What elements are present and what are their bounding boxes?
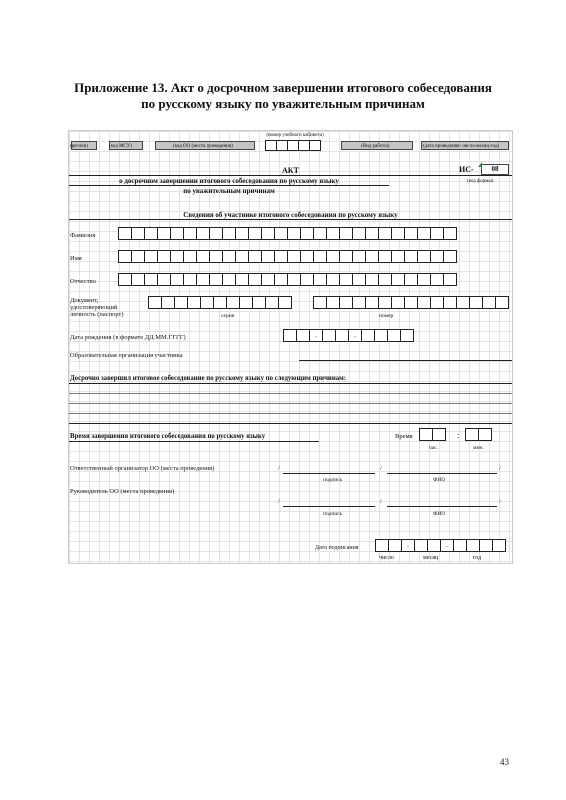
number-cell: [482, 296, 496, 309]
patronymic-cell: [326, 273, 340, 286]
name-cell: [378, 250, 392, 263]
birth-month-cell: [335, 329, 349, 342]
number-cell: [443, 296, 457, 309]
act-title: АКТ: [282, 166, 299, 175]
reasons-line[interactable]: [69, 413, 512, 414]
name-cell: [300, 250, 314, 263]
name-cell: [391, 250, 405, 263]
birth-year-cell: [374, 329, 388, 342]
patronymic-cell: [300, 273, 314, 286]
time-separator: [69, 441, 319, 442]
surname-cell: [443, 227, 457, 240]
number-cell: [417, 296, 431, 309]
patronymic-cell: [313, 273, 327, 286]
name-cell: [183, 250, 197, 263]
name-cell: [209, 250, 223, 263]
birth-year-cell: [387, 329, 401, 342]
name-cell: [157, 250, 171, 263]
surname-cell: [365, 227, 379, 240]
organizer-signature-line[interactable]: [283, 473, 375, 474]
patronymic-cell: [118, 273, 132, 286]
fio-caption: ФИО: [433, 511, 446, 517]
surname-cell: [391, 227, 405, 240]
patronymic-cell: [287, 273, 301, 286]
birth-year-cell: [361, 329, 375, 342]
oo-label: (код ОО (места проведения): [173, 144, 233, 149]
surname-cell: [170, 227, 184, 240]
hours-label: час.: [429, 445, 439, 451]
name-cell: [365, 250, 379, 263]
birth-date-dot: [348, 329, 362, 342]
surname-cell: [274, 227, 288, 240]
act-form: [68, 130, 513, 564]
surname-cell: [144, 227, 158, 240]
series-cell: [239, 296, 253, 309]
name-cell: [417, 250, 431, 263]
patronymic-cell: [209, 273, 223, 286]
participant-section-title: Сведения об участнике итогового собеседования по русскому языку: [183, 211, 398, 219]
number-cells[interactable]: [313, 296, 508, 309]
patronymic-cell: [443, 273, 457, 286]
surname-cell: [196, 227, 210, 240]
act-underline: [69, 185, 389, 186]
title-line-1: Приложение 13. Акт о досрочном завершении итогового собеседования: [74, 80, 492, 95]
birth-date-dot: [309, 329, 323, 342]
birth-date-label: Дата рождения (в формате ДД.ММ.ГГГГ): [70, 334, 186, 341]
slash: /: [278, 465, 280, 472]
surname-cell: [235, 227, 249, 240]
patronymic-label: Отчество: [70, 278, 96, 285]
surname-cell: [339, 227, 353, 240]
act-underline: [69, 175, 512, 176]
surname-cells[interactable]: [118, 227, 456, 240]
patronymic-cell: [144, 273, 158, 286]
patronymic-cell: [235, 273, 249, 286]
head-label: Руководитель ОО (места проведения): [70, 488, 175, 495]
hours-cell: [419, 428, 433, 441]
patronymic-cell: [170, 273, 184, 286]
year-caption: год: [473, 555, 482, 561]
page-title: [40, 80, 526, 112]
number-cell: [404, 296, 418, 309]
patronymic-cells[interactable]: [118, 273, 456, 286]
name-cell: [326, 250, 340, 263]
reasons-title: Досрочно завершил итоговое собеседование по русскому языку по следующим причинам:: [70, 375, 347, 382]
time-label: Время: [395, 433, 413, 440]
birth-month-cell: [322, 329, 336, 342]
name-cell: [222, 250, 236, 263]
act-title-line-2: о досрочном завершении итогового собеседования по русскому языку: [119, 177, 339, 185]
signing-date-dot-text: .: [407, 541, 409, 549]
series-cells[interactable]: [148, 296, 291, 309]
document-label-line-3: личность (паспорт): [70, 311, 124, 318]
name-cells[interactable]: [118, 250, 456, 263]
signing-date-label: Дата подписания: [315, 545, 359, 551]
head-signature-line[interactable]: [283, 506, 375, 507]
name-cell: [261, 250, 275, 263]
section-underline: [69, 219, 512, 220]
signing-day-cell: [388, 539, 402, 552]
patronymic-cell: [430, 273, 444, 286]
reasons-line[interactable]: [69, 423, 512, 424]
name-cell: [248, 250, 262, 263]
surname-label: Фамилия: [70, 232, 96, 239]
patronymic-cell: [352, 273, 366, 286]
slash: /: [278, 498, 280, 505]
signing-year-cell: [466, 539, 480, 552]
series-cell: [265, 296, 279, 309]
organization-line[interactable]: [299, 360, 512, 361]
number-cell: [456, 296, 470, 309]
name-cell: [313, 250, 327, 263]
page-number: 43: [500, 757, 509, 767]
number-cell: [313, 296, 327, 309]
surname-cell: [222, 227, 236, 240]
number-cell: [326, 296, 340, 309]
birth-date-dot-text: .: [315, 331, 317, 339]
surname-cell: [326, 227, 340, 240]
number-label: номер: [379, 313, 394, 319]
slash: /: [499, 498, 501, 505]
series-cell: [226, 296, 240, 309]
surname-cell: [131, 227, 145, 240]
room-cell: [309, 140, 321, 151]
fio-caption: ФИО: [433, 477, 446, 483]
signing-date-cells[interactable]: [375, 539, 505, 552]
series-cell: [213, 296, 227, 309]
series-cell: [278, 296, 292, 309]
birth-year-cell: [400, 329, 414, 342]
organizer-fio-line[interactable]: [387, 473, 497, 474]
patronymic-cell: [404, 273, 418, 286]
number-cell: [430, 296, 444, 309]
surname-cell: [378, 227, 392, 240]
surname-cell: [300, 227, 314, 240]
name-cell: [196, 250, 210, 263]
name-cell: [404, 250, 418, 263]
signing-date-dot-text: .: [446, 541, 448, 549]
surname-cell: [157, 227, 171, 240]
reasons-line[interactable]: [69, 383, 512, 384]
series-cell: [200, 296, 214, 309]
slash: /: [380, 465, 382, 472]
signing-month-cell: [414, 539, 428, 552]
document-label-line-2: удостоверяющий: [70, 304, 118, 311]
minutes-cell: [465, 428, 479, 441]
name-cell: [131, 250, 145, 263]
form-prefix: ИС-: [459, 165, 474, 174]
patronymic-cell: [391, 273, 405, 286]
surname-cell: [287, 227, 301, 240]
end-time-label: Время завершения итогового собеседования по русскому языку: [70, 433, 266, 440]
signing-day-cell: [375, 539, 389, 552]
form-number-box: [481, 164, 509, 175]
form-code-label: (код формы): [467, 179, 494, 184]
head-fio-line[interactable]: [387, 506, 497, 507]
name-cell: [144, 250, 158, 263]
minutes-cell: [478, 428, 492, 441]
name-cell: [118, 250, 132, 263]
hours-cells[interactable]: [419, 428, 445, 441]
patronymic-cell: [417, 273, 431, 286]
surname-cell: [118, 227, 132, 240]
surname-cell: [261, 227, 275, 240]
name-label: Имя: [70, 255, 82, 262]
surname-cell: [404, 227, 418, 240]
surname-cell: [430, 227, 444, 240]
name-cell: [274, 250, 288, 263]
signature-caption: подпись: [323, 477, 343, 483]
hours-cell: [432, 428, 446, 441]
act-title-line-3: по уважительным причинам: [183, 187, 275, 195]
signing-year-cell: [479, 539, 493, 552]
patronymic-cell: [131, 273, 145, 286]
patronymic-cell: [248, 273, 262, 286]
month-caption: месяц: [423, 555, 439, 561]
name-cell: [235, 250, 249, 263]
date-label: (дата проведения: число-месяц-год): [423, 144, 500, 149]
patronymic-cell: [274, 273, 288, 286]
name-cell: [443, 250, 457, 263]
series-cell: [161, 296, 175, 309]
organization-label: Образовательная организация участника: [70, 352, 183, 359]
title-line-2: по русскому языку по уважительным причинам: [141, 96, 425, 111]
number-cell: [391, 296, 405, 309]
surname-cell: [209, 227, 223, 240]
slash: /: [380, 498, 382, 505]
number-cell: [495, 296, 509, 309]
series-cell: [187, 296, 201, 309]
room-field[interactable]: [265, 140, 320, 151]
signing-year-cell: [492, 539, 506, 552]
patronymic-cell: [339, 273, 353, 286]
birth-date-cells[interactable]: [283, 329, 413, 342]
signature-caption: подпись: [323, 511, 343, 517]
surname-cell: [313, 227, 327, 240]
signing-year-cell: [453, 539, 467, 552]
day-caption: число: [379, 555, 394, 561]
surname-cell: [183, 227, 197, 240]
patronymic-cell: [222, 273, 236, 286]
patronymic-cell: [378, 273, 392, 286]
surname-cell: [352, 227, 366, 240]
number-cell: [378, 296, 392, 309]
corner-mark: [478, 162, 482, 167]
slash: /: [499, 465, 501, 472]
document-label-line-1: Документ,: [70, 297, 99, 304]
number-cell: [339, 296, 353, 309]
patronymic-cell: [157, 273, 171, 286]
room-label: (номер учебного кабинета): [266, 133, 324, 138]
series-cell: [174, 296, 188, 309]
patronymic-cell: [196, 273, 210, 286]
document-label: [70, 297, 124, 318]
birth-day-cell: [296, 329, 310, 342]
number-cell: [352, 296, 366, 309]
organizer-label: Ответственный организатор ОО (места проведения): [70, 465, 215, 472]
name-cell: [430, 250, 444, 263]
number-cell: [469, 296, 483, 309]
number-cell: [365, 296, 379, 309]
signing-date-dot: [401, 539, 415, 552]
series-cell: [252, 296, 266, 309]
reasons-line[interactable]: [69, 393, 512, 394]
patronymic-cell: [261, 273, 275, 286]
surname-cell: [248, 227, 262, 240]
minutes-cells[interactable]: [465, 428, 491, 441]
minutes-label: мин.: [473, 445, 484, 451]
msu-label: (код МСУ): [109, 144, 132, 149]
surname-cell: [417, 227, 431, 240]
name-cell: [352, 250, 366, 263]
birth-date-dot-text: .: [354, 331, 356, 339]
name-cell: [170, 250, 184, 263]
signing-month-cell: [427, 539, 441, 552]
birth-day-cell: [283, 329, 297, 342]
name-cell: [287, 250, 301, 263]
time-colon: :: [457, 431, 460, 440]
reasons-line[interactable]: [69, 403, 512, 404]
region-label: (регион): [70, 144, 88, 149]
series-label: серия: [221, 313, 235, 319]
name-cell: [339, 250, 353, 263]
signing-date-dot: [440, 539, 454, 552]
series-cell: [148, 296, 162, 309]
form-number: 08: [491, 165, 499, 173]
patronymic-cell: [365, 273, 379, 286]
work-type-label: (Вид работы): [361, 144, 390, 149]
patronymic-cell: [183, 273, 197, 286]
